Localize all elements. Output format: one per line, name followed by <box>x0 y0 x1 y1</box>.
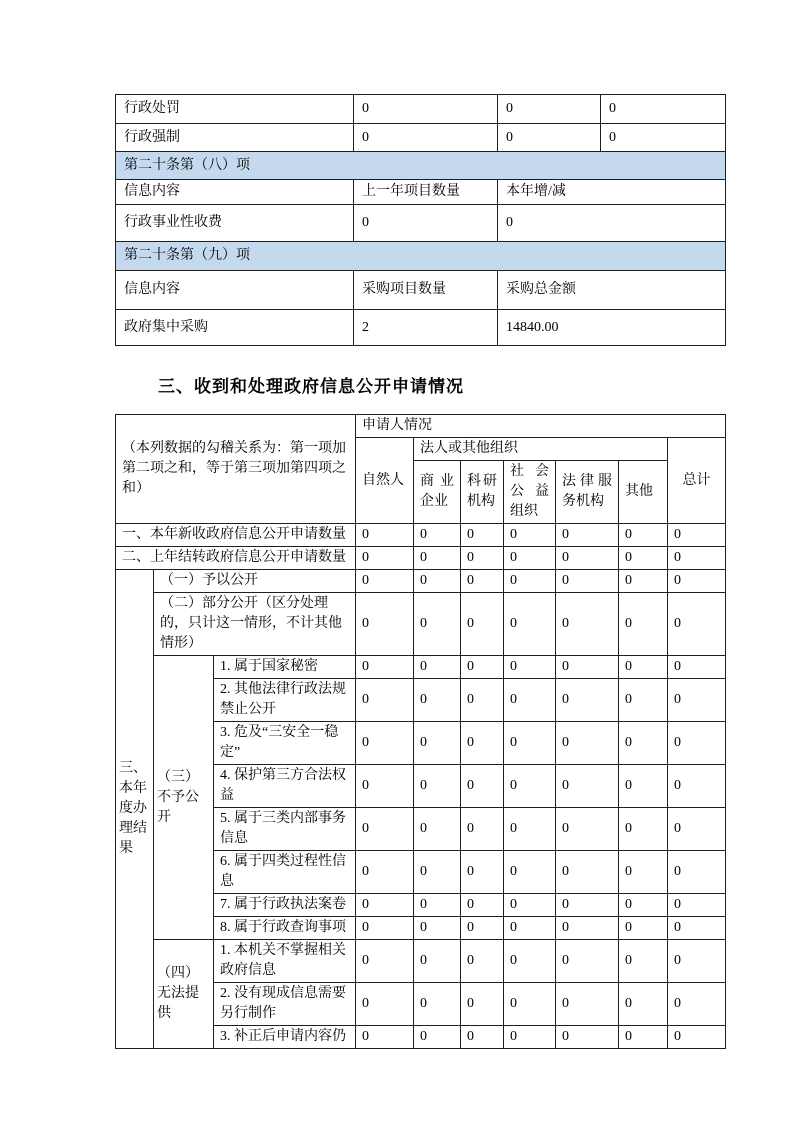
value-cell: 0 <box>619 570 668 593</box>
value-cell: 0 <box>619 593 668 656</box>
value-cell: 0 <box>356 983 414 1026</box>
value-cell: 0 <box>356 547 414 570</box>
legal-service-header-cell: 法律服务机构 <box>556 461 619 524</box>
value-cell: 2 <box>354 310 498 346</box>
value-cell: 0 <box>414 983 461 1026</box>
value-cell: 0 <box>556 808 619 851</box>
value-cell: 0 <box>668 1026 726 1049</box>
value-cell: 0 <box>504 722 556 765</box>
value-cell: 0 <box>461 917 504 940</box>
value-cell: 0 <box>556 570 619 593</box>
value-cell: 0 <box>619 983 668 1026</box>
value-cell: 0 <box>668 808 726 851</box>
column-header-cell: 本年增/减 <box>498 180 726 205</box>
table-row <box>116 524 726 547</box>
page-content <box>115 94 725 1049</box>
value-cell: 0 <box>556 547 619 570</box>
value-cell: 0 <box>668 940 726 983</box>
value-cell: 0 <box>668 547 726 570</box>
value-cell: 0 <box>556 679 619 722</box>
value-cell: 0 <box>504 940 556 983</box>
value-cell: 0 <box>556 765 619 808</box>
value-cell: 0 <box>668 722 726 765</box>
value-cell: 0 <box>619 1026 668 1049</box>
value-cell: 0 <box>504 983 556 1026</box>
value-cell: 0 <box>356 524 414 547</box>
column-header-cell: 采购项目数量 <box>354 271 498 310</box>
row-label-cell: 6. 属于四类过程性信息 <box>214 851 356 894</box>
value-cell: 0 <box>356 917 414 940</box>
row-label-cell: 3. 危及“三安全一稳定” <box>214 722 356 765</box>
value-cell: 0 <box>414 940 461 983</box>
value-cell: 0 <box>356 656 414 679</box>
applications-table <box>115 414 726 1049</box>
column-header-cell: 信息内容 <box>116 180 354 205</box>
value-cell: 0 <box>356 593 414 656</box>
value-cell: 0 <box>556 983 619 1026</box>
value-cell: 0 <box>461 765 504 808</box>
table-header-row <box>116 415 726 438</box>
table-header-row <box>116 271 726 310</box>
value-cell: 0 <box>461 593 504 656</box>
value-cell: 0 <box>414 765 461 808</box>
row-label-cell: 1. 属于国家秘密 <box>214 656 356 679</box>
value-cell: 0 <box>601 95 726 124</box>
value-cell: 0 <box>498 205 726 242</box>
value-cell: 0 <box>619 940 668 983</box>
value-cell: 0 <box>356 940 414 983</box>
value-cell: 0 <box>461 940 504 983</box>
value-cell: 14840.00 <box>498 310 726 346</box>
value-cell: 0 <box>414 593 461 656</box>
value-cell: 0 <box>556 894 619 917</box>
value-cell: 0 <box>619 894 668 917</box>
value-cell: 0 <box>504 547 556 570</box>
value-cell: 0 <box>504 808 556 851</box>
value-cell: 0 <box>668 983 726 1026</box>
value-cell: 0 <box>556 940 619 983</box>
value-cell: 0 <box>461 547 504 570</box>
value-cell: 0 <box>504 570 556 593</box>
value-cell: 0 <box>356 722 414 765</box>
value-cell: 0 <box>504 524 556 547</box>
value-cell: 0 <box>619 851 668 894</box>
refusal-subgroup-label-cell: （三）不予公开 <box>154 656 214 940</box>
article-items-table <box>115 94 726 346</box>
value-cell: 0 <box>504 593 556 656</box>
value-cell: 0 <box>668 524 726 547</box>
natural-person-header-cell: 自然人 <box>356 438 414 524</box>
value-cell: 0 <box>668 851 726 894</box>
value-cell: 0 <box>414 917 461 940</box>
research-header-cell: 科研机构 <box>461 461 504 524</box>
row-label-cell: 1. 本机关不掌握相关政府信息 <box>214 940 356 983</box>
row-label-cell: 2. 没有现成信息需要另行制作 <box>214 983 356 1026</box>
value-cell: 0 <box>504 1026 556 1049</box>
article-band-20-9-cell: 第二十条第（九）项 <box>116 242 726 271</box>
value-cell: 0 <box>414 808 461 851</box>
value-cell: 0 <box>461 808 504 851</box>
other-header-cell: 其他 <box>619 461 668 524</box>
row-label-cell: 8. 属于行政查询事项 <box>214 917 356 940</box>
table-row <box>116 940 726 983</box>
reconciliation-note-cell: （本列数据的勾稽关系为：第一项加第二项之和，等于第三项加第四项之和） <box>116 415 356 524</box>
value-cell: 0 <box>414 1026 461 1049</box>
table-header-row <box>116 180 726 205</box>
value-cell: 0 <box>354 95 498 124</box>
value-cell: 0 <box>461 983 504 1026</box>
table-row <box>116 593 726 656</box>
value-cell: 0 <box>356 851 414 894</box>
value-cell: 0 <box>619 524 668 547</box>
row-label-cell: 2. 其他法律行政法规禁止公开 <box>214 679 356 722</box>
value-cell: 0 <box>504 679 556 722</box>
value-cell: 0 <box>668 570 726 593</box>
value-cell: 0 <box>619 808 668 851</box>
value-cell: 0 <box>414 851 461 894</box>
value-cell: 0 <box>461 1026 504 1049</box>
value-cell: 0 <box>504 656 556 679</box>
value-cell: 0 <box>461 679 504 722</box>
row-label-cell: 政府集中采购 <box>116 310 354 346</box>
value-cell: 0 <box>356 1026 414 1049</box>
column-header-cell: 采购总金额 <box>498 271 726 310</box>
value-cell: 0 <box>356 679 414 722</box>
table-row <box>116 656 726 679</box>
value-cell: 0 <box>356 894 414 917</box>
table-row <box>116 547 726 570</box>
value-cell: 0 <box>556 524 619 547</box>
value-cell: 0 <box>414 894 461 917</box>
value-cell: 0 <box>414 679 461 722</box>
row-label-cell: 二、上年结转政府信息公开申请数量 <box>116 547 356 570</box>
row-label-cell: （二）部分公开（区分处理的，只计这一情形，不计其他情形） <box>154 593 356 656</box>
value-cell: 0 <box>668 917 726 940</box>
value-cell: 0 <box>354 124 498 152</box>
value-cell: 0 <box>356 570 414 593</box>
value-cell: 0 <box>498 95 601 124</box>
value-cell: 0 <box>556 722 619 765</box>
value-cell: 0 <box>619 722 668 765</box>
table-row <box>116 570 726 593</box>
legal-org-header-cell: 法人或其他组织 <box>414 438 668 461</box>
row-label-cell: （一）予以公开 <box>154 570 356 593</box>
value-cell: 0 <box>461 722 504 765</box>
row-label-cell: 5. 属于三类内部事务信息 <box>214 808 356 851</box>
value-cell: 0 <box>504 851 556 894</box>
value-cell: 0 <box>556 1026 619 1049</box>
business-header-cell: 商业企业 <box>414 461 461 524</box>
value-cell: 0 <box>414 656 461 679</box>
value-cell: 0 <box>414 547 461 570</box>
value-cell: 0 <box>461 894 504 917</box>
value-cell: 0 <box>414 570 461 593</box>
column-header-cell: 上一年项目数量 <box>354 180 498 205</box>
value-cell: 0 <box>356 765 414 808</box>
value-cell: 0 <box>668 679 726 722</box>
value-cell: 0 <box>461 570 504 593</box>
unable-subgroup-label-cell: （四）无法提供 <box>154 940 214 1049</box>
article-band-20-8-cell: 第二十条第（八）项 <box>116 152 726 180</box>
total-header-cell: 总计 <box>668 438 726 524</box>
row-label-cell: 行政处罚 <box>116 95 354 124</box>
value-cell: 0 <box>461 656 504 679</box>
value-cell: 0 <box>414 524 461 547</box>
value-cell: 0 <box>504 765 556 808</box>
value-cell: 0 <box>601 124 726 152</box>
value-cell: 0 <box>668 656 726 679</box>
table-row <box>116 95 726 124</box>
table-row <box>116 124 726 152</box>
value-cell: 0 <box>619 917 668 940</box>
value-cell: 0 <box>504 917 556 940</box>
value-cell: 0 <box>461 851 504 894</box>
value-cell: 0 <box>619 656 668 679</box>
value-cell: 0 <box>668 765 726 808</box>
applicant-header-cell: 申请人情况 <box>356 415 726 438</box>
table-row <box>116 310 726 346</box>
article-band-row <box>116 152 726 180</box>
column-header-cell: 信息内容 <box>116 271 354 310</box>
row-label-cell: 一、本年新收政府信息公开申请数量 <box>116 524 356 547</box>
value-cell: 0 <box>619 679 668 722</box>
row-label-cell: 7. 属于行政执法案卷 <box>214 894 356 917</box>
value-cell: 0 <box>414 722 461 765</box>
table-row <box>116 205 726 242</box>
row-label-cell: 行政事业性收费 <box>116 205 354 242</box>
value-cell: 0 <box>556 593 619 656</box>
value-cell: 0 <box>668 593 726 656</box>
value-cell: 0 <box>354 205 498 242</box>
value-cell: 0 <box>461 524 504 547</box>
value-cell: 0 <box>556 851 619 894</box>
result-group-label-cell: 三、本年度办理结果 <box>116 570 154 1049</box>
value-cell: 0 <box>498 124 601 152</box>
value-cell: 0 <box>556 656 619 679</box>
value-cell: 0 <box>619 765 668 808</box>
social-org-header-cell: 社会公益组织 <box>504 461 556 524</box>
value-cell: 0 <box>556 917 619 940</box>
article-band-row <box>116 242 726 271</box>
value-cell: 0 <box>356 808 414 851</box>
value-cell: 0 <box>668 894 726 917</box>
section-3-heading: 三、收到和处理政府信息公开申请情况 <box>158 377 464 396</box>
value-cell: 0 <box>504 894 556 917</box>
value-cell: 0 <box>619 547 668 570</box>
row-label-cell: 4. 保护第三方合法权益 <box>214 765 356 808</box>
row-label-cell: 3. 补正后申请内容仍 <box>214 1026 356 1049</box>
row-label-cell: 行政强制 <box>116 124 354 152</box>
